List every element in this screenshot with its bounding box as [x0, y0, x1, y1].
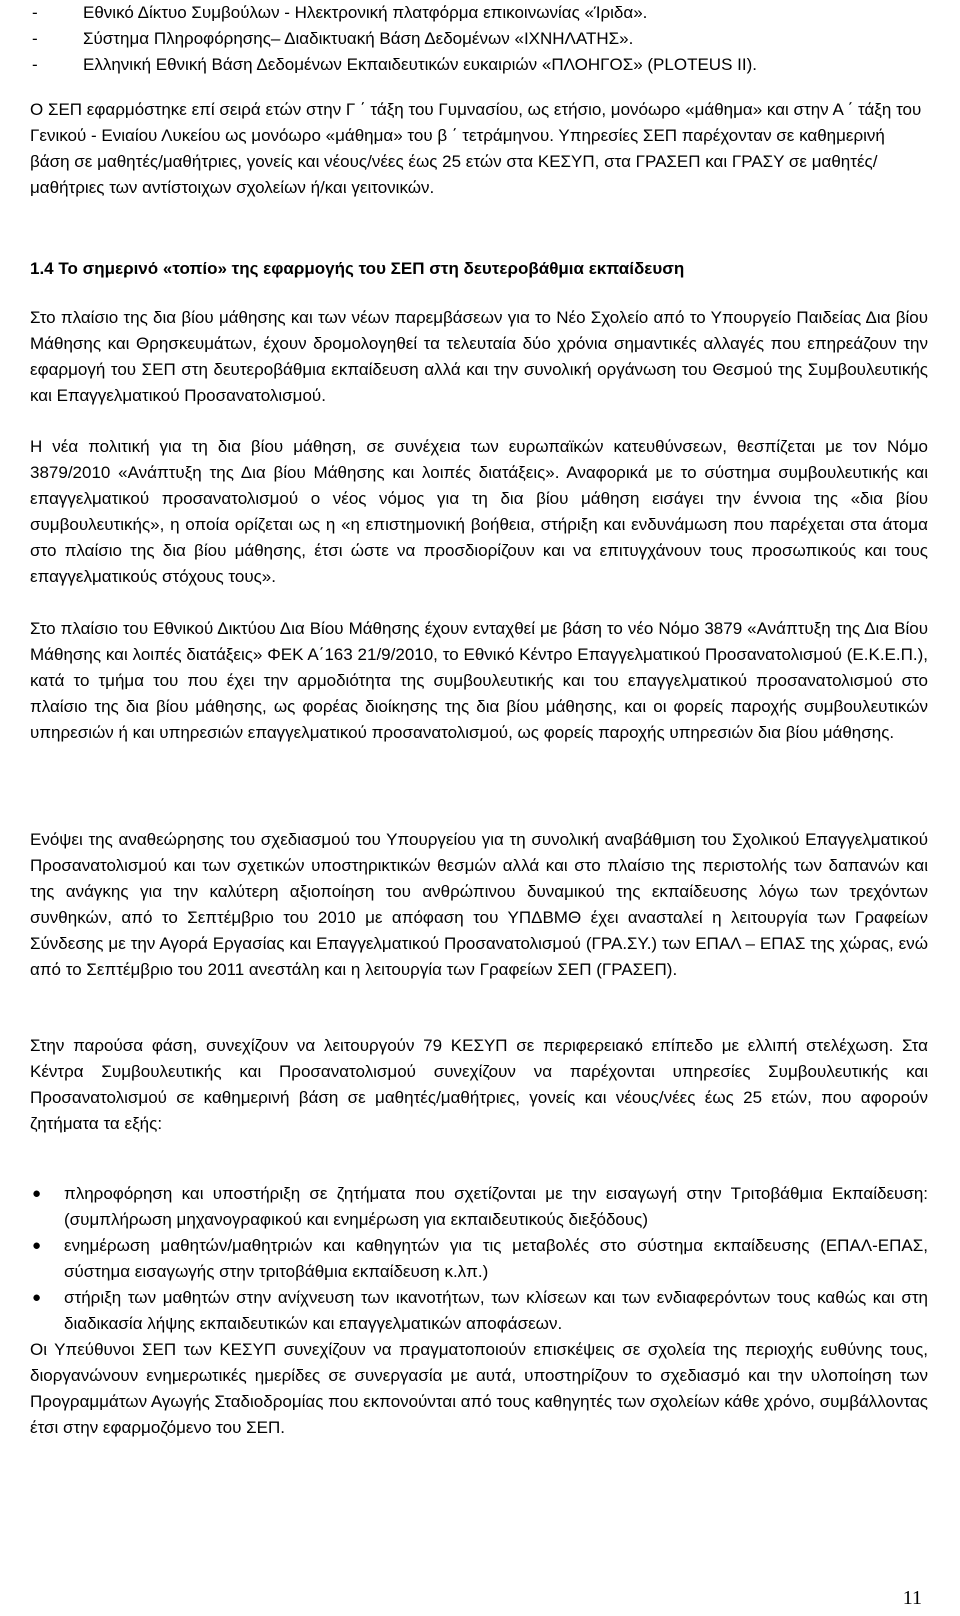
list-item	[30, 0, 928, 26]
paragraph-kesyp-officers: Οι Υπεύθυνοι ΣΕΠ των ΚΕΣΥΠ συνεχίζουν να πραγματοποιούν επισκέψεις σε σχολεία της περιοχής ευθύνης τους, διοργανώνουν ενημερωτικές ημερίδες σε συνεργασία με αυτά, υποστηρίζουν το σχεδιασμό και την υλοποίηση των Προγραμμάτων Αγωγής Σταδιοδρομίας που εκπονούνται από τους καθηγητές των σχολείων κάθε χρόνο, συμβάλλοντας έτσι στην εφαρμοζόμενο του ΣΕΠ.	[30, 1340, 928, 1437]
paragraph-redesign: Ενόψει της αναθεώρησης του σχεδιασμού του Υπουργείου για τη συνολική αναβάθμιση του Σχολικού Επαγγελματικού Προσανατολισμού και των σχετικών υποστηρικτικών θεσμών αλλά και στο πλαίσιο της περιστολής των δαπανών και της ανάγκης για την καλύτερη αξιοποίηση του ανθρώπινου δυναμικού της εκπαίδευσης λόγω των τρεχόντων συνθηκών, από το Σεπτέμβριο του 2010 με απόφαση του ΥΠΔΒΜΘ έχει ανασταλεί η λειτουργία των Γραφείων Σύνδεσης με την Αγορά Εργασίας και Επαγγελματικού Προσανατολισμού (ΓΡΑ.ΣΥ.) των ΕΠΑΛ – ΕΠΑΣ της χώρας, ενώ από το Σεπτέμβριο του 2011 ανεστάλη και η λειτουργία των Γραφείων ΣΕΠ (ΓΡΑΣΕΠ).	[30, 830, 928, 979]
bullet-list	[30, 1181, 928, 1337]
list-item	[30, 1233, 928, 1285]
list-item-text: πληροφόρηση και υποστήριξη σε ζητήματα που σχετίζονται με την εισαγωγή στην Τριτοβάθμια Εκπαίδευση: (συμπλήρωση μηχανογραφικού και ενημέρωση για εκπαιδευτικούς διεξόδους)	[64, 1184, 928, 1229]
list-item-text: Σύστημα Πληροφόρησης– Διαδικτυακή Βάση Δεδομένων «ΙΧΝΗΛΑΤΗΣ».	[83, 29, 634, 48]
dash-marker: -	[32, 29, 38, 48]
list-item	[30, 26, 928, 52]
paragraph-sep-implementation: Ο ΣΕΠ εφαρμόστηκε επί σειρά ετών στην Γ ΄ τάξη του Γυμνασίου, ως ετήσιο, μονόωρο «μάθημα» και στην Α ΄ τάξη του Γενικού - Ενιαίου Λυκείου ως μονόωρο «μάθημα» του β ΄ τετράμηνου. Υπηρεσίες ΣΕΠ παρέχονταν σε καθημερινή βάση σε μαθητές/μαθήτριες, γονείς και νέους/νέες έως 25 ετών στα ΚΕΣΥΠ, στα ΓΡΑΣΕΠ και ΓΡΑΣΥ σε μαθητές/μαθήτριες των αντίστοιχων σχολείων ή/και γειτονικών.	[30, 100, 922, 197]
list-item-text: Ελληνική Εθνική Βάση Δεδομένων Εκπαιδευτικών ευκαιριών «ΠΛΟΗΓΟΣ» (PLOTEUS II).	[83, 55, 757, 74]
bullet-marker: ●	[32, 1237, 42, 1254]
dash-marker: -	[32, 3, 38, 22]
list-item-text: στήριξη των μαθητών στην ανίχνευση των ικανοτήτων, των κλίσεων και των ενδιαφερόντων τους καθώς και στη διαδικασία λήψης εκπαιδευτικών και επαγγελματικών αποφάσεων.	[64, 1288, 928, 1333]
list-item-text: ενημέρωση μαθητών/μαθητριών και καθηγητών για τις μεταβολές στο σύστημα εκπαίδευσης (ΕΠΑΛ-ΕΠΑΣ, σύστημα εισαγωγής στην τριτοβάθμια εκπαίδευση κ.λπ.)	[64, 1236, 928, 1281]
list-item	[30, 1285, 928, 1337]
paragraph-national-network: Στο πλαίσιο του Εθνικού Δικτύου Δια Βίου Μάθησης έχουν ενταχθεί με βάση το νέο Νόμο 3879 «Ανάπτυξη της Δια Βίου Μάθησης και λοιπές διατάξεις» ΦΕΚ Α΄163 21/9/2010, το Εθνικό Κέντρο Επαγγελματικού Προσανατολισμού (Ε.Κ.Ε.Π.), κατά το τμήμα του που έχει την αρμοδιότητα της συμβουλευτικής και του επαγγελματικού προσανατολισμού στο πλαίσιο της δια βίου μάθησης, ως φορέας διοίκησης της δια βίου μάθησης, και οι φορείς παροχής συμβουλευτικών υπηρεσιών ή και υπηρεσιών επαγγελματικού προσανατολισμού, ως φορείς παροχής υπηρεσιών δια βίου μάθησης.	[30, 619, 928, 742]
dash-marker: -	[32, 55, 38, 74]
dash-list	[30, 0, 928, 78]
document-page	[30, 0, 928, 1616]
paragraph-current-phase: Στην παρούσα φάση, συνεχίζουν να λειτουργούν 79 ΚΕΣΥΠ σε περιφερειακό επίπεδο με ελλιπή στελέχωση. Στα Κέντρα Συμβουλευτικής και Προσανατολισμού συνεχίζουν να παρέχονται υπηρεσίες Συμβουλευτικής και Προσανατολισμού σε καθημερινή βάση σε μαθητές/μαθήτριες, γονείς και νέους/νέες έως 25 ετών, που αφορούν ζητήματα τα εξής:	[30, 1036, 928, 1133]
bullet-marker: ●	[32, 1289, 42, 1306]
bullet-marker: ●	[32, 1185, 42, 1202]
paragraph-new-policy: Η νέα πολιτική για τη δια βίου μάθηση, σε συνέχεια των ευρωπαϊκών κατευθύνσεων, θεσπίζεται με τον Νόμο 3879/2010 «Ανάπτυξη της Δια βίου Μάθησης και λοιπές διατάξεις». Αναφορικά με το σύστημα συμβουλευτικής και επαγγελματικού προσανατολισμού ο νέος νόμος για τη δια βίου μάθηση εισάγει την έννοια της «δια βίου συμβουλευτικής», η οποία ορίζεται ως η «η επιστημονική βοήθεια, στήριξη και ενδυνάμωση που παρέχεται στα άτομα στο πλαίσιο της δια βίου μάθησης, έτσι ώστε να προσδιορίζουν και να επιτυγχάνουν τους προσωπικούς και τους επαγγελματικούς στόχους τους».	[30, 437, 928, 586]
list-item	[30, 52, 928, 78]
paragraph-lifelong-learning: Στο πλαίσιο της δια βίου μάθησης και των νέων παρεμβάσεων για το Νέο Σχολείο από το Υπουργείο Παιδείας Δια βίου Μάθησης και Θρησκευμάτων, έχουν δρομολογηθεί τα τελευταία δύο χρόνια σημαντικές αλλαγές που επηρεάζουν την εφαρμογή του ΣΕΠ στη δευτεροβάθμια εκπαίδευση αλλά και την συνολική οργάνωση του Θεσμού της Συμβουλευτικής και Επαγγελματικού Προσανατολισμού.	[30, 308, 928, 405]
section-heading: 1.4 Το σημερινό «τοπίο» της εφαρμογής του ΣΕΠ στη δευτεροβάθμια εκπαίδευση	[30, 259, 685, 278]
list-item-text: Εθνικό Δίκτυο Συμβούλων - Ηλεκτρονική πλατφόρμα επικοινωνίας «Ίριδα».	[83, 3, 648, 22]
page-number: 11	[902, 1587, 922, 1609]
list-item	[30, 1181, 928, 1233]
